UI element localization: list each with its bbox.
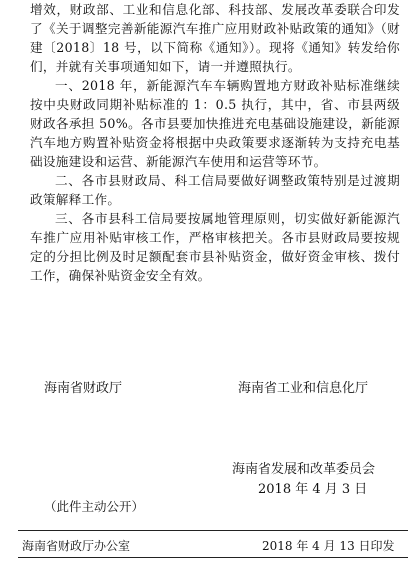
signer-development-commission: 海南省发展和改革委员会	[232, 462, 376, 477]
paragraph-item-3: 三、各市县科工信局要按属地管理原则，切实做好新能源汽车推广应用补贴审核工作，严格审核把关。各市县财政局要按规定的分担比例及时足额配套市县补贴资金，做好资金审核、拨付工作，确保补贴资金安全有效。	[30, 211, 400, 283]
paragraph-intro: 增效，财政部、工业和信息化部、科技部、发展改革委联合印发了《关于调整完善新能源汽车推广应用财政补贴政策的通知》（财建〔2018〕18 号，以下简称《通知》）。现将《通知》转发给你们，并就有关事项通知如下，请一并遵照执行。	[30, 2, 400, 74]
footer-issuing-office: 海南省财政厅办公室	[22, 539, 131, 553]
signer-industry-department: 海南省工业和信息化厅	[238, 381, 369, 396]
footer-top-rule	[18, 530, 408, 531]
document-date: 2018 年 4 月 3 日	[258, 482, 368, 497]
footer-bottom-rule	[18, 557, 408, 558]
paragraph-item-2: 二、各市县财政局、科工信局要做好调整政策特别是过渡期政策解释工作。	[30, 173, 400, 207]
document-body	[30, 0, 400, 285]
public-disclosure-note: （此件主动公开）	[44, 499, 145, 514]
paragraph-item-1: 一、2018 年，新能源汽车车辆购置地方财政补贴标准继续按中央财政同期补贴标准的 1：0.5 执行，其中，省、市县两级财政各承担 50%。各市县要加快推进充电基础设施建设，新能源汽车地方购置补贴资金将根据中央政策要求逐渐转为支持充电基础设施建设和运营、新能源汽车使用和运营等环节。	[30, 78, 400, 169]
footer-print-date: 2018 年 4 月 13 日印发	[262, 539, 395, 553]
signer-finance-department: 海南省财政厅	[44, 381, 123, 396]
